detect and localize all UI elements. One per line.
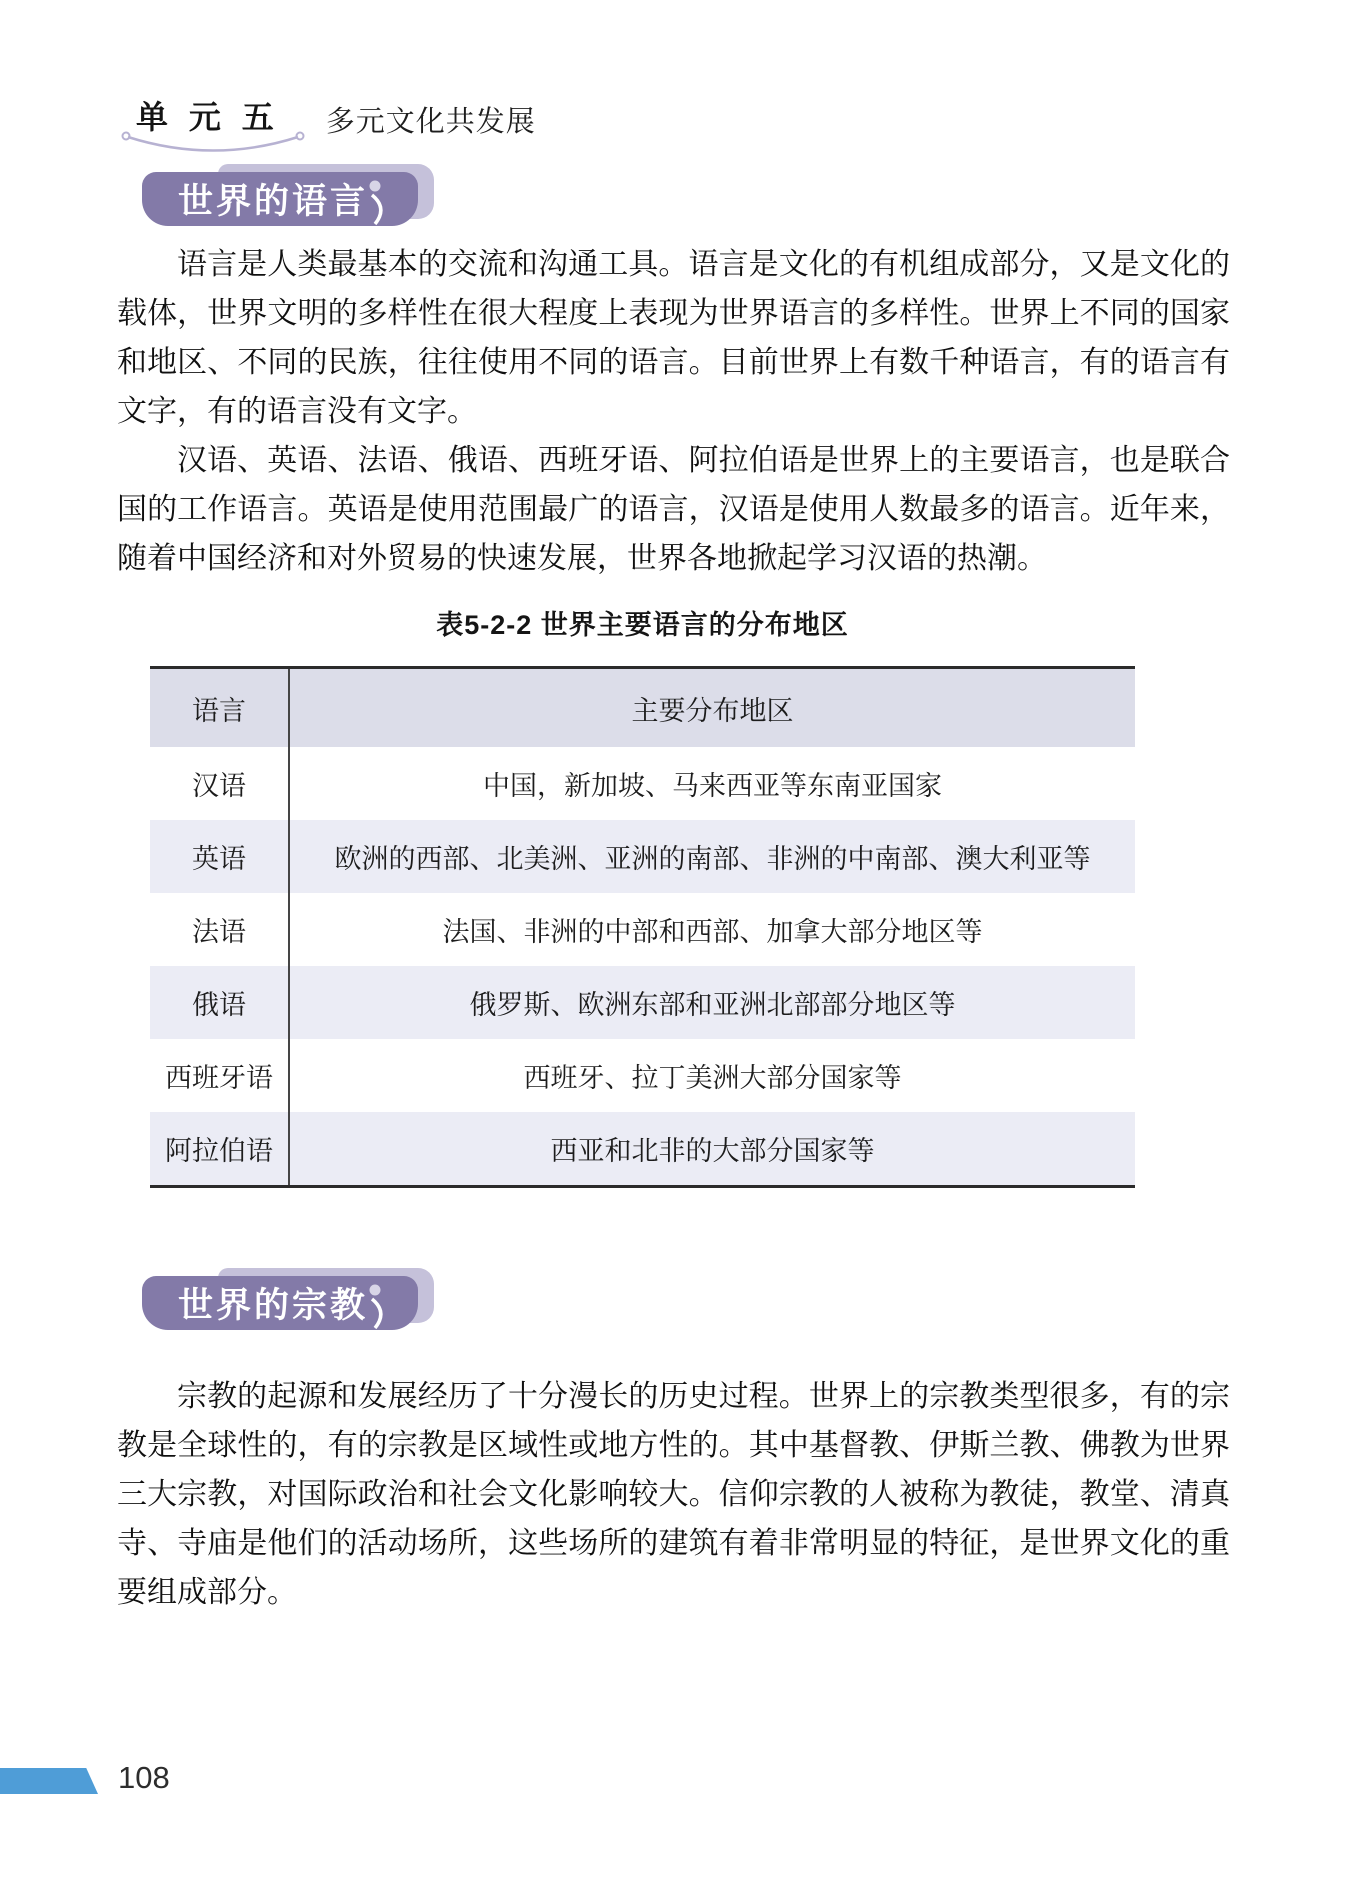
table-row [150, 893, 1135, 966]
cell-language: 西班牙语 [150, 1039, 289, 1112]
language-distribution-table [150, 666, 1135, 1188]
badge-crescent-icon [364, 176, 394, 226]
table-caption: 表5-2-2 世界主要语言的分布地区 [436, 610, 849, 640]
cell-region: 法国、非洲的中部和西部、加拿大部分地区等 [442, 917, 983, 947]
unit-subtitle: 多元文化共发展 [325, 106, 536, 138]
cell-language: 汉语 [150, 747, 289, 820]
paragraph: 汉语、英语、法语、俄语、西班牙语、阿拉伯语是世界上的主要语言，也是联合国的工作语言。英语是使用范围最广的语言，汉语是使用人数最多的语言。近年来，随着中国经济和对外贸易的快速发展，世界各地掀起学习汉语的热潮。 [117, 444, 1230, 575]
section-heading-languages [142, 172, 418, 226]
cell-region: 西班牙、拉丁美洲大部分国家等 [523, 1063, 902, 1093]
section-heading-religions [142, 1276, 1255, 1330]
cell-region: 西亚和北非的大部分国家等 [289, 1112, 1135, 1187]
section-heading-label: 世界的语言 [178, 182, 369, 221]
page-content [117, 182, 1230, 1617]
page-number: 108 [118, 1760, 170, 1795]
section-heading-label: 世界的宗教 [178, 1286, 369, 1325]
badge-crescent-icon [364, 1280, 394, 1330]
cell-language: 阿拉伯语 [150, 1112, 289, 1187]
page-corner-tab [0, 1768, 98, 1794]
paragraph: 语言是人类最基本的交流和沟通工具。语言是文化的有机组成部分，又是文化的载体，世界文明的多样性在很大程度上表现为世界语言的多样性。世界上不同的国家和地区、不同的民族，往往使用不同的语言。目前世界上有数千种语言，有的语言有文字，有的语言没有文字。 [117, 248, 1230, 428]
unit-title [130, 92, 286, 152]
cell-region: 俄罗斯、欧洲东部和亚洲北部部分地区等 [289, 966, 1135, 1039]
badge-main-shape [142, 1276, 418, 1330]
column-header-language: 语言 [150, 668, 289, 748]
language-table-block [150, 603, 1135, 1188]
cell-language: 英语 [150, 820, 289, 893]
badge-main-shape [142, 172, 418, 226]
cell-region: 中国，新加坡、马来西亚等东南亚国家 [483, 771, 942, 801]
table-row [150, 1112, 1135, 1187]
paragraph: 宗教的起源和发展经历了十分漫长的历史过程。世界上的宗教类型很多，有的宗教是全球性的，有的宗教是区域性或地方性的。其中基督教、伊斯兰教、佛教为世界三大宗教，对国际政治和社会文化影响较大。信仰宗教的人被称为教徒，教堂、清真寺、寺庙是他们的活动场所，这些场所的建筑有着非常明显的特征，是世界文化的重要组成部分。 [117, 1380, 1230, 1609]
table-row [150, 1039, 1135, 1112]
table-row [150, 747, 1135, 820]
table-header-row [150, 668, 1135, 748]
cell-language: 法语 [150, 893, 289, 966]
column-header-region: 主要分布地区 [289, 668, 1135, 748]
unit-title-label: 单 元 五 [136, 99, 280, 135]
unit-underline-swoosh-icon [118, 130, 308, 160]
cell-region: 欧洲的西部、北美洲、亚洲的南部、非洲的中南部、澳大利亚等 [289, 820, 1135, 893]
table-row [150, 820, 1135, 893]
unit-header [130, 92, 536, 152]
table-row [150, 966, 1135, 1039]
cell-language: 俄语 [150, 966, 289, 1039]
